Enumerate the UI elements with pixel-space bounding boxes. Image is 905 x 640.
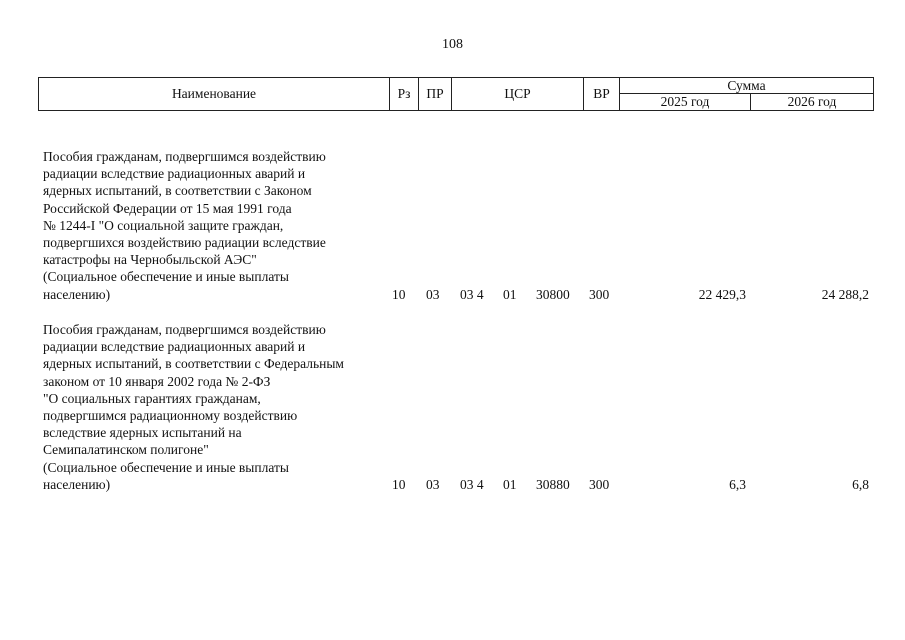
header-sum: Сумма [727,78,766,93]
row-vr: 300 [589,286,610,302]
row-rz: 10 [392,286,406,302]
header-year-2026: 2026 год [787,94,837,109]
header-rz: Рз [397,86,411,101]
row-sum-2026: 6,8 [852,476,869,492]
page-number: 108 [442,37,463,52]
row-sum-2025: 22 429,3 [698,286,746,302]
row-sum-2026: 24 288,2 [821,286,869,302]
table-header [38,77,874,111]
row-csr-code: 30800 [536,286,570,302]
row-csr-code: 30880 [536,476,570,492]
header-vr: ВР [593,86,610,101]
row-name: Пособия гражданам, подвергшимся воздействию радиации вследствие радиационных аварий и ядерных испытаний, в соответствии с Законом Российской Федерации от 15 мая 1991 года № 1244-I "О социальной защите граждан, подвергшихся воздействию радиации вследствие катастрофы на Чернобыльской АЭС" (Социальное обеспечение и иные выплаты населению) [43,149,326,302]
row-pr: 03 [426,286,440,302]
header-pr: ПР [426,86,444,101]
row-sum-2025: 6,3 [729,476,746,492]
row-csr-program: 03 4 [460,476,484,492]
header-year-2025: 2025 год [660,94,710,109]
header-csr: ЦСР [504,86,531,101]
row-csr-subprogram: 01 [503,476,517,492]
row-csr-subprogram: 01 [503,286,517,302]
row-pr: 03 [426,476,440,492]
row-vr: 300 [589,476,610,492]
row-csr-program: 03 4 [460,286,484,302]
row-name: Пособия гражданам, подвергшимся воздействию радиации вследствие радиационных аварий и ядерных испытаний, в соответствии с Федеральным законом от 10 января 2002 года № 2-ФЗ "О социальных гарантиях гражданам, подвергшимся радиационному воздействию вследствие ядерных испытаний на Семипалатинском полигоне" (Социальное обеспечение и иные выплаты населению) [43,322,344,492]
row-rz: 10 [392,476,406,492]
header-name: Наименование [171,86,257,101]
